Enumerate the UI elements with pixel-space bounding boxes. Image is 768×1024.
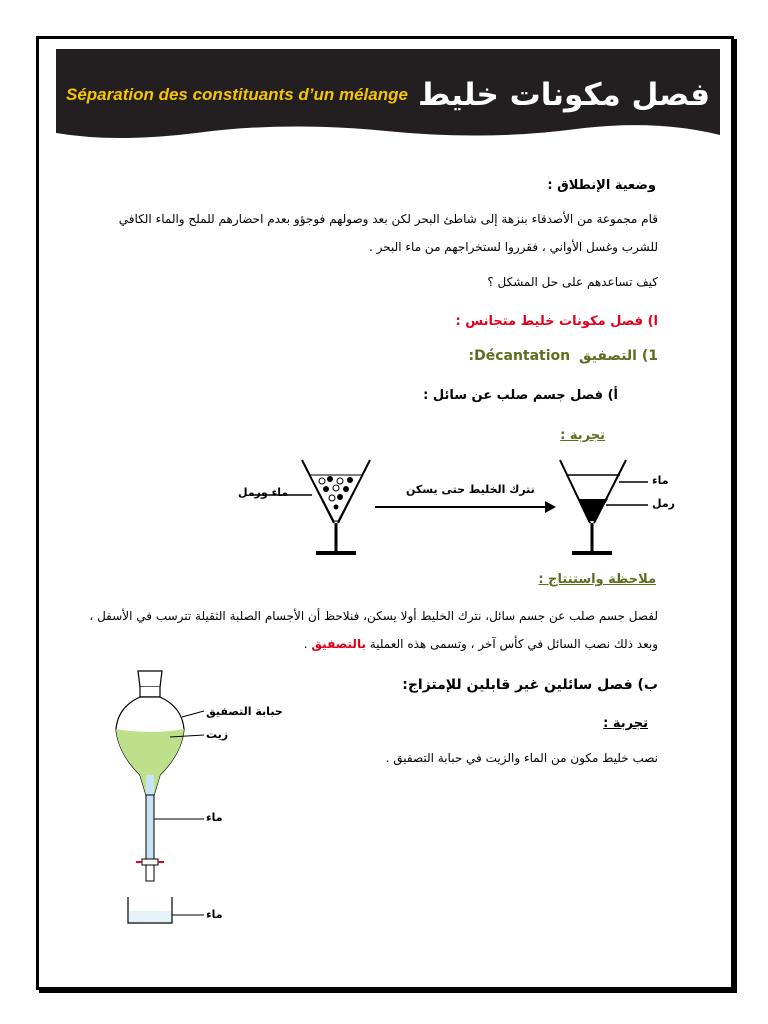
label-sand: رمل — [652, 497, 675, 510]
part-a-title: أ) فصل جسم صلب عن سائل : — [423, 388, 618, 403]
decantation-diagram — [230, 455, 690, 560]
label-funnel: حبابة التصفيق — [206, 705, 283, 718]
title-french: Séparation des constituants d’un mélange — [66, 85, 408, 104]
intro-line-2: للشرب وغسل الأواني ، فقرروا لستخراجهم من ماء البحر . — [368, 240, 658, 254]
title-banner — [56, 49, 720, 142]
label-funnel-water: ماء — [206, 811, 223, 824]
label-oil: زيت — [206, 728, 229, 741]
glass-mixture-icon — [250, 460, 370, 553]
observation-line-2 — [304, 632, 658, 656]
part-b-title: ب) فصل سائلين غير قابلين للإمتزاج: — [402, 677, 658, 693]
intro-heading: وضعية الإنطلاق : — [547, 178, 656, 193]
separatory-funnel-diagram — [100, 665, 283, 930]
part-b-text: نصب خليط مكون من الماء والزيت في حبابة التصفيق . — [385, 751, 658, 765]
decantation-svg — [230, 455, 690, 560]
experiment-label-2: تجربة : — [603, 716, 648, 731]
decantation-term: بالتصفيق — [311, 637, 366, 651]
observation-line-1: لفصل جسم صلب عن جسم سائل، نترك الخليط أولا يسكن، فنلاحظ أن الأجسام الصلبة الثقيلة تترسب في الأسفل ، — [89, 609, 658, 623]
subtitle-french: Décantation: — [468, 348, 571, 364]
separatory-funnel-icon — [116, 671, 204, 923]
arrow-icon — [375, 501, 556, 513]
experiment-label-1: تجربة : — [560, 428, 605, 443]
observation-label — [538, 568, 656, 592]
intro-question: كيف تساعدهم على حل المشكل ؟ — [487, 275, 658, 289]
observation-heading: ملاحظة واستنتاج : — [538, 572, 656, 587]
observation-line-2-end: . — [303, 637, 312, 651]
label-beaker-water: ماء — [206, 908, 223, 921]
title-arabic: فصل مكونات خليط — [417, 77, 710, 113]
section-1-title: ا) فصل مكونات خليط متجانس : — [455, 314, 658, 329]
label-water-sand: ماء ورمل — [238, 486, 289, 499]
label-let-settle: نترك الخليط حتى يسكن — [406, 483, 535, 496]
label-water: ماء — [652, 474, 669, 487]
glass-settled-icon — [560, 460, 648, 553]
observation-line-2-start: وبعد ذلك نصب السائل في كأس آخر ، وتسمى هذه العملية — [365, 637, 658, 651]
subtitle-arabic: 1) التصفيق — [579, 348, 658, 364]
intro-line-1: قام مجموعة من الأصدقاء بنزهة إلى شاطئ البحر لكن بعد وصولهم فوجؤو بعدم احضارهم للملح والماء الكافي — [118, 212, 658, 226]
section-1-subtitle — [468, 344, 658, 368]
